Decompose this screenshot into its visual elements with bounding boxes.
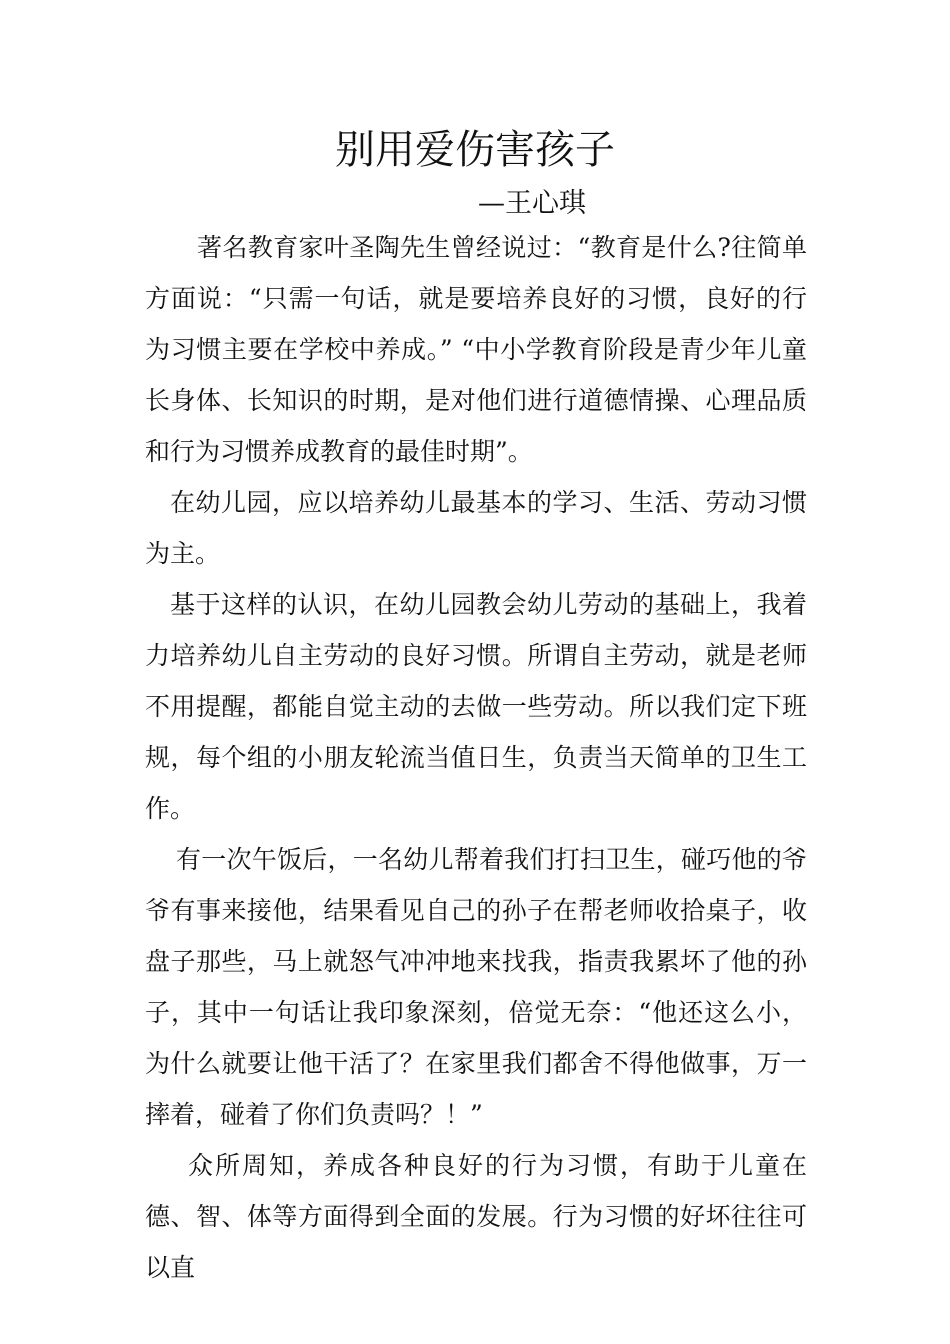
paragraph-2: 在幼儿园，应以培养幼儿最基本的学习、生活、劳动习惯为主。 (145, 488, 807, 568)
paragraph-4: 有一次午饭后，一名幼儿帮着我们打扫卫生，碰巧他的爷爷有事来接他，结果看见自己的孙子在帮老师收拾桌子，收盘子那些，马上就怒气冲冲地来找我，指责我累坏了他的孙子，其中一句话让我印象深刻，倍觉无奈：“他还这么小，为什么就要让他干活了？在家里我们都舍不得他做事，万一摔着，碰着了你们负责吗？！” (145, 845, 807, 1129)
paragraph-5: 众所周知，养成各种良好的行为习惯，有助于儿童在德、智、体等方面得到全面的发展。行为习惯的好坏往往可以直 (145, 1151, 807, 1282)
paragraph-1: 著名教育家叶圣陶先生曾经说过：“教育是什么?往简单方面说：“只需一句话，就是要培养良好的习惯，良好的行为习惯主要在学校中养成。” “中小学教育阶段是青少年儿童长身体、长知识的时期，是对他们进行道德情操、心理品质和行为习惯养成教育的最佳时期”。 (145, 233, 807, 466)
paragraph-3: 基于这样的认识，在幼儿园教会幼儿劳动的基础上，我着力培养幼儿自主劳动的良好习惯。所谓自主劳动，就是老师不用提醒，都能自觉主动的去做一些劳动。所以我们定下班规，每个组的小朋友轮流当值日生，负责当天简单的卫生工作。 (145, 590, 807, 823)
document-title: 别用爱伤害孩子 (335, 127, 615, 173)
document-author: —王心琪 (478, 188, 586, 219)
document-body (145, 222, 807, 1293)
